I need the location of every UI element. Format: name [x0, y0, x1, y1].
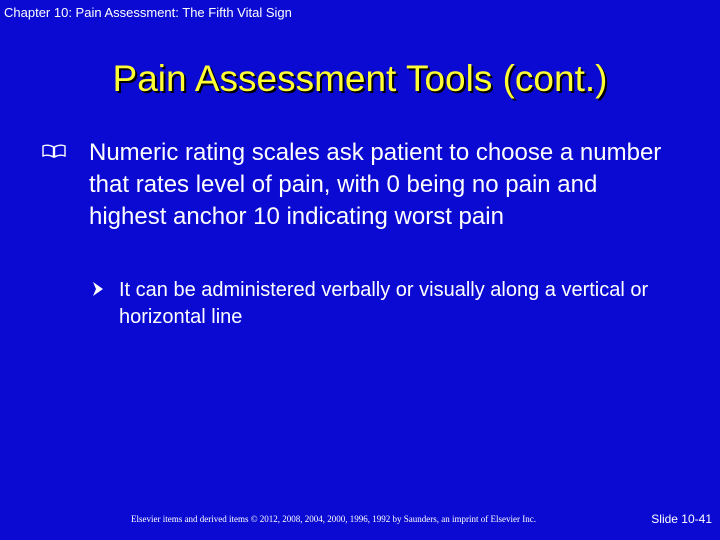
- bullet-text: Numeric rating scales ask patient to choose a number that rates level of pain, with 0 being no pain and highest anchor 10 indicating worst pain: [89, 139, 662, 230]
- arrowhead-icon: [92, 280, 104, 298]
- copyright-notice: Elsevier items and derived items © 2012, 2008, 2004, 2000, 1996, 1992 by Saunders, an imprint of Elsevier Inc.: [131, 514, 537, 524]
- sub-bullet-text: It can be administered verbally or visually along a vertical or horizontal line: [119, 279, 649, 328]
- chapter-header: Chapter 10: Pain Assessment: The Fifth Vital Sign: [4, 5, 292, 20]
- slide-number: Slide 10-41: [651, 512, 712, 526]
- slide-title: Pain Assessment Tools (cont.): [112, 58, 608, 99]
- open-book-icon: [42, 144, 66, 158]
